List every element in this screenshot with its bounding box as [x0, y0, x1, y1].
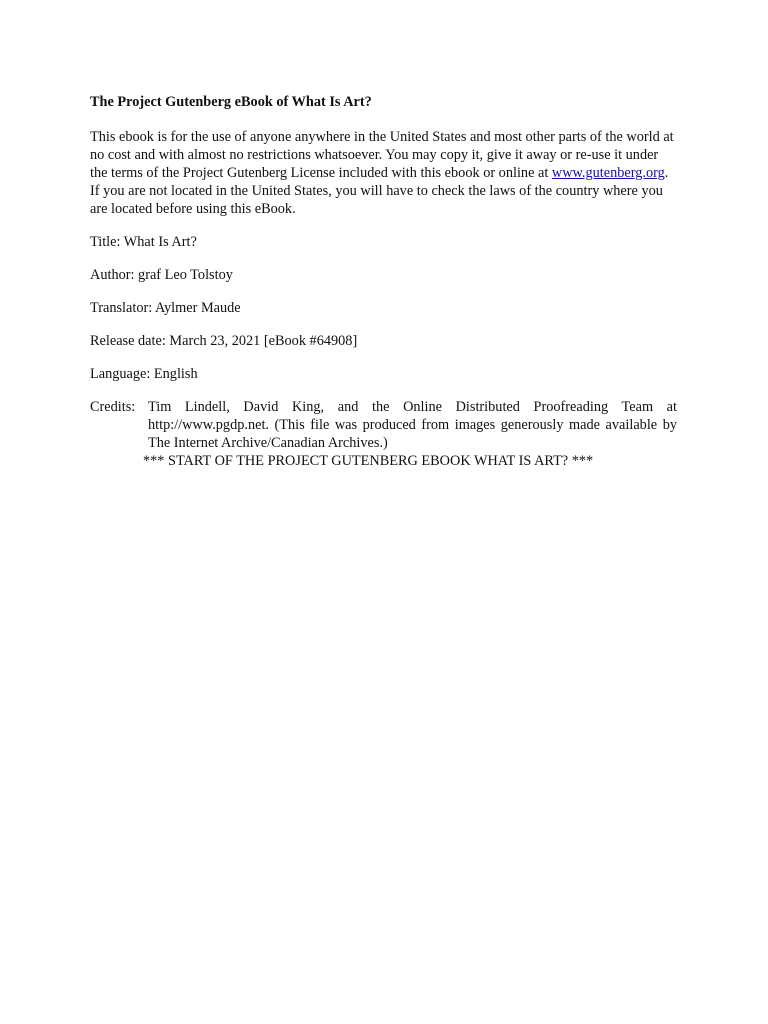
intro-text-after-link: . If you are not located in the United States, you will have to check the laws of the country where you are located before using this eBook. [90, 165, 669, 217]
intro-paragraph [90, 128, 677, 218]
language-field: Language: English [90, 366, 198, 382]
gutenberg-link[interactable]: www.gutenberg.org [551, 165, 665, 181]
credits-label: Credits: [90, 399, 136, 415]
author-field: Author: graf Leo Tolstoy [90, 267, 233, 283]
title-field: Title: What Is Art? [90, 234, 197, 250]
document-page [90, 93, 677, 470]
intro-text-before-link: This ebook is for the use of anyone anywhere in the United States and most other parts of the world at no cost and with almost no restrictions whatsoever. You may copy it, give it away or re-use it under the terms of the Project Gutenberg License included with this ebook or online at [90, 129, 674, 181]
document-title: The Project Gutenberg eBook of What Is Art? [90, 94, 372, 110]
credits-field [90, 398, 677, 452]
ebook-start-marker: *** START OF THE PROJECT GUTENBERG EBOOK WHAT IS ART? *** [143, 453, 594, 469]
credits-text: Tim Lindell, David King, and the Online Distributed Proofreading Team at http://www.pgdp.net. (This file was produced from images generously made available by The Internet Archive/Canadian Archives.) [148, 399, 677, 451]
release-date-field: Release date: March 23, 2021 [eBook #64908] [90, 333, 358, 349]
translator-field: Translator: Aylmer Maude [90, 300, 241, 316]
